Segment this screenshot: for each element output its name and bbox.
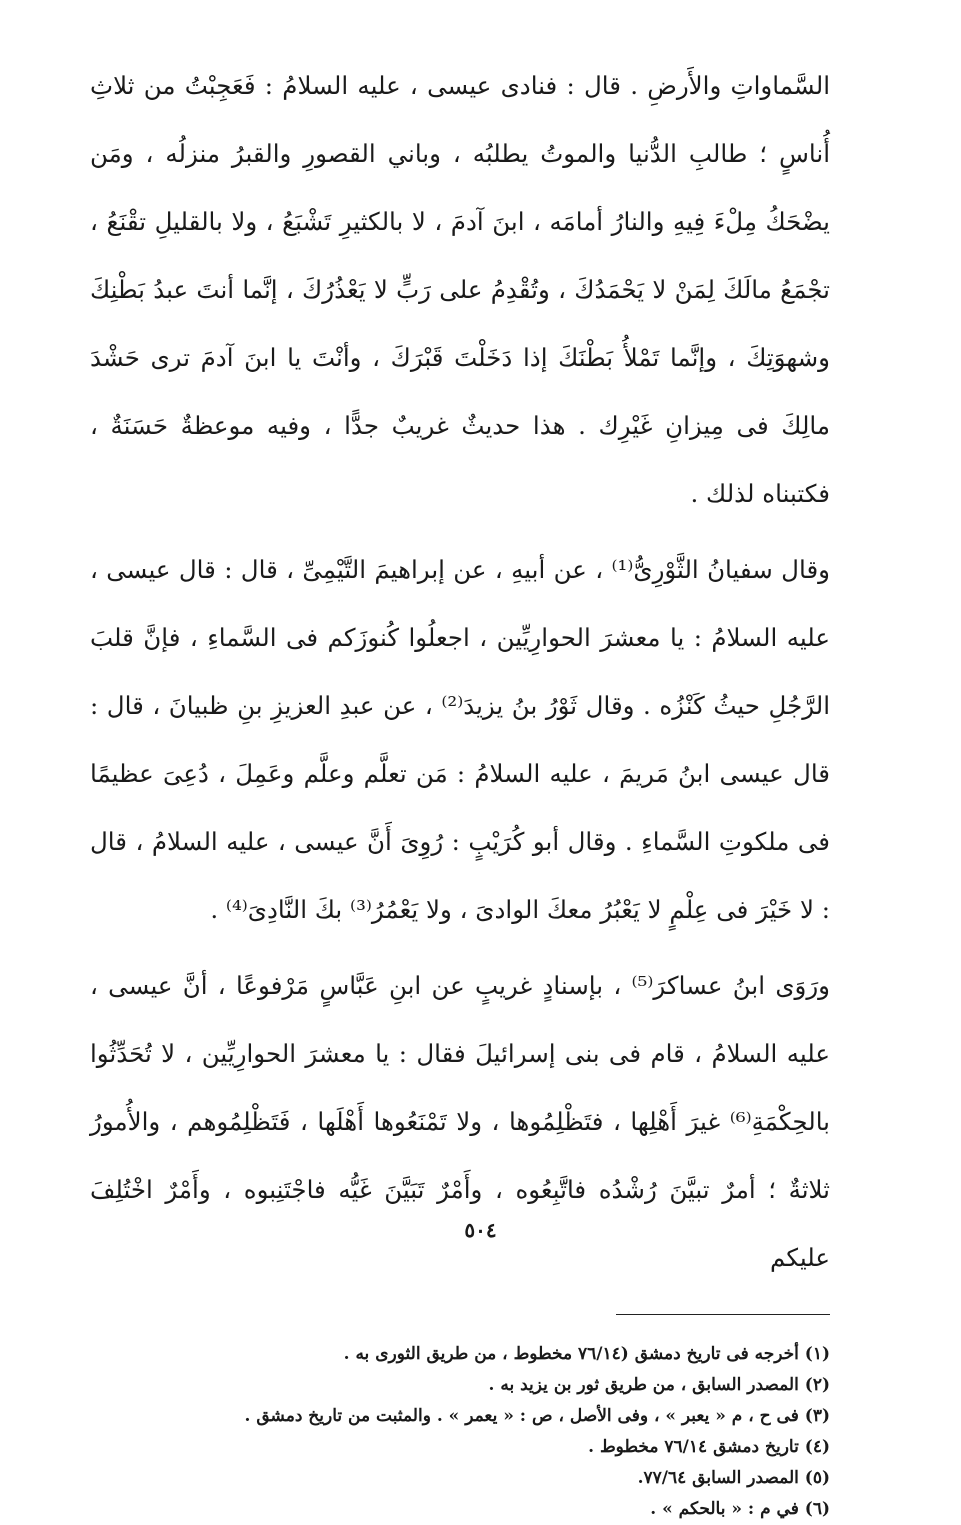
footnotes [90, 1339, 830, 1525]
footnote-2: (٢) المصدر السابق ، من طريق ثور بن يزيد به . [488, 1375, 830, 1395]
paragraph-1: السَّماواتِ والأَرضِ . قال : فنادى عيسى ، عليه السلامُ : فَعَجِبْتُ من ثلاثِ أُناسٍ ؛ طالبِ الدُّنيا والموتُ يطلبُه ، وباني القصورِ والقبرُ منزلُه ، ومَن يضْحَكُ مِلْءَ فِيهِ والنارُ أمامَه ، ابنَ آدمَ ، لا بالكثيرِ تَشْبَعُ ، ولا بالقليلِ تقْنَعُ ، تجْمَعُ مالَكَ لِمَنْ لا يَحْمَدُكَ ، وتُقْدِمُ على رَبٍّ لا يَعْذُرُكَ ، إنَّما أنتَ عبدُ بَطْنِكَ وشهوَتِكَ ، وإنَّما تَمْلأُ بَطْنَكَ إذا دَخَلْتَ قَبْرَكَ ، وأنْتَ يا ابنَ آدمَ ترى حَشْدَ مالِكَ فى مِيزانِ غَيْرِك . هذا حديثٌ غريبٌ جدًّا ، وفيه موعظةٌ حَسَنَةٌ ، فكتبناه لذلك . [90, 71, 830, 508]
footnote-3: (٣) فى ح ، م « يعبر » ، وفى الأصل ، ص : « يعمر » . والمثبت من تاريخ دمشق . [244, 1406, 830, 1426]
footnote-5: (٥) المصدر السابق ٧٧/٦٤. [637, 1468, 830, 1488]
paragraph-2: وقال سفيانُ الثَّوْرِىُّ⁽¹⁾ ، عن أبيهِ ، عن إبراهيمَ التَّيْمِىِّ ، قال : قال عيسى ، عليه السلامُ : يا معشرَ الحوارِيِّين ، اجعلُوا كُنوزَكم فى السَّماءِ ، فإنَّ قلبَ الرَّجُلِ حيثُ كَنْزُه . وقال ثَوْرُ بنُ يزيدَ⁽²⁾ ، عن عبدِ العزيزِ بنِ ظبيانَ ، قال : قال عيسى ابنُ مَريمَ ، عليه السلامُ : مَن تعلَّم وعلَّم وعَمِلَ ، دُعِىَ عظيمًا فى ملكوتِ السَّماءِ . وقال أبو كُرَيْبٍ : رُوِىَ أَنَّ عيسى ، عليه السلامُ ، قال : لا خَيْرَ فى عِلْمٍ لا يَعْبُرُ معكَ الوادىَ ، ولا يَعْمُرُ⁽³⁾ بكَ النَّادِىَ⁽⁴⁾ . [90, 555, 830, 924]
footnote-1: (١) أخرجه فى تاريخ دمشق (٧٦/١٤ مخطوط ، من طريق الثورى به . [343, 1344, 830, 1364]
page-body [90, 52, 830, 1525]
page-number: ٥٠٤ [464, 1218, 497, 1242]
footnote-4: (٤) تاريخ دمشق ٧٦/١٤ مخطوط . [588, 1437, 830, 1457]
footnote-separator [616, 1314, 830, 1315]
main-text [90, 52, 830, 1292]
paragraph-3: ورَوَى ابنُ عساكرَ⁽⁵⁾ ، بإسنادٍ غريبٍ عن ابنِ عَبَّاسٍ مَرْفوعًا ، أنَّ عيسى ، عليه السلامُ ، قام فى بنى إسرائيلَ فقال : يا معشرَ الحوارِيِّين ، لا تُحَدِّثُوا بالحِكْمَةِ⁽⁶⁾ غيرَ أَهْلِها ، فتَظْلِمُوها ، ولا تَمْنَعُوها أَهْلَها ، فَتَظْلِمُوهم ، والأُمورُ ثلاثةٌ ؛ أمرٌ تبيَّنَ رُشْدُه فاتَّبِعُوه ، وأَمْرٌ تَبَيَّنَ غَيُّه فاجْتَنِبوه ، وأَمْرٌ اخْتُلِفَ عليكم [90, 971, 830, 1272]
footnote-6: (٦) في م : « بالحكم » . [650, 1499, 830, 1519]
